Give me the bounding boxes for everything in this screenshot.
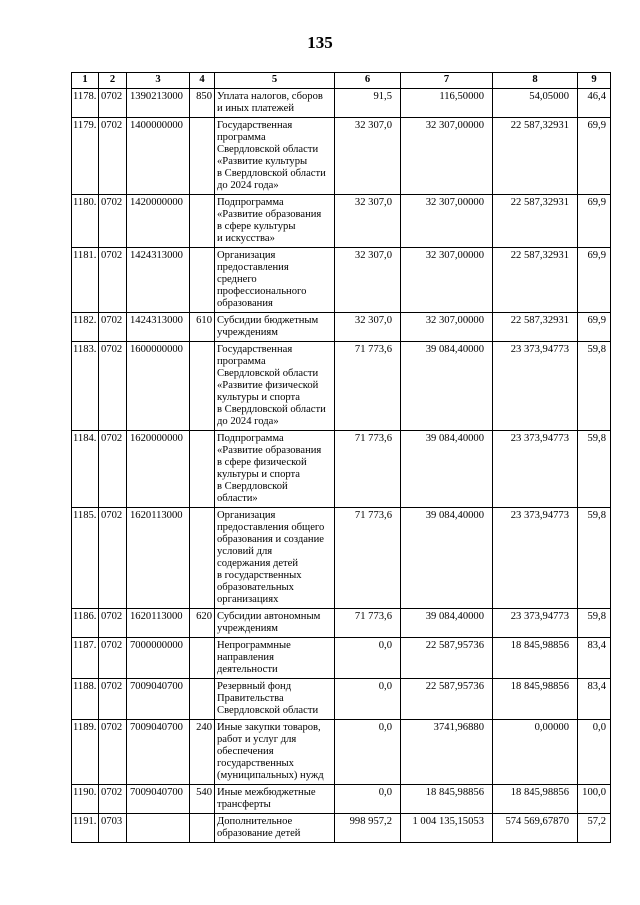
item-name (215, 313, 335, 342)
target-article-code: 7009040700 (127, 679, 190, 720)
item-name-text: Резервный фонд Правительства Свердловской области (217, 681, 319, 716)
item-name-text: Иные межбюджетные трансферты (217, 787, 316, 810)
section-code: 0702 (99, 609, 127, 638)
executed-amount: 22 587,32931 (493, 313, 578, 342)
target-article-code: 1620000000 (127, 431, 190, 508)
section-code: 0702 (99, 679, 127, 720)
item-name (215, 118, 335, 195)
expense-type-code: 850 (190, 89, 215, 118)
section-code: 0702 (99, 638, 127, 679)
item-name (215, 431, 335, 508)
column-header: 9 (578, 73, 611, 89)
table-row (72, 118, 611, 195)
section-code: 0703 (99, 814, 127, 843)
expense-type-code: 540 (190, 785, 215, 814)
item-name (215, 248, 335, 313)
budget-list-amount: 32 307,00000 (401, 118, 493, 195)
section-code: 0702 (99, 785, 127, 814)
section-code: 0702 (99, 720, 127, 785)
row-number: 1184. (72, 431, 99, 508)
execution-percent: 69,9 (578, 195, 611, 248)
execution-percent: 59,8 (578, 342, 611, 431)
section-code: 0702 (99, 342, 127, 431)
expense-type-code (190, 814, 215, 843)
column-header: 8 (493, 73, 578, 89)
budget-list-amount: 1 004 135,15053 (401, 814, 493, 843)
row-number: 1179. (72, 118, 99, 195)
column-header: 3 (127, 73, 190, 89)
execution-percent: 59,8 (578, 508, 611, 609)
row-number: 1178. (72, 89, 99, 118)
item-name (215, 89, 335, 118)
table-row (72, 609, 611, 638)
execution-percent: 59,8 (578, 609, 611, 638)
executed-amount: 574 569,67870 (493, 814, 578, 843)
item-name (215, 785, 335, 814)
budget-list-amount: 32 307,00000 (401, 248, 493, 313)
item-name-text: Государственная программа Свердловской области «Развитие физической культуры и спорта в Свердловской области до 2024 года» (217, 344, 326, 427)
executed-amount: 23 373,94773 (493, 609, 578, 638)
executed-amount: 54,05000 (493, 89, 578, 118)
budget-list-amount: 3741,96880 (401, 720, 493, 785)
approved-amount: 32 307,0 (335, 313, 401, 342)
approved-amount: 71 773,6 (335, 431, 401, 508)
executed-amount: 22 587,32931 (493, 118, 578, 195)
expense-type-code (190, 638, 215, 679)
item-name-text: Государственная программа Свердловской области «Развитие культуры в Свердловской области до 2024 года» (217, 120, 326, 191)
execution-percent: 100,0 (578, 785, 611, 814)
table-row (72, 679, 611, 720)
section-code: 0702 (99, 89, 127, 118)
target-article-code: 1400000000 (127, 118, 190, 195)
item-name-text: Подпрограмма «Развитие образования в сфере физической культуры и спорта в Свердловской области» (217, 433, 322, 504)
execution-percent: 69,9 (578, 248, 611, 313)
executed-amount: 18 845,98856 (493, 679, 578, 720)
section-code: 0702 (99, 431, 127, 508)
table-row (72, 814, 611, 843)
approved-amount: 0,0 (335, 720, 401, 785)
approved-amount: 32 307,0 (335, 195, 401, 248)
item-name-text: Организация предоставления общего образования и создание условий для содержания детей в государственных образовательных организациях (217, 510, 325, 605)
approved-amount: 32 307,0 (335, 248, 401, 313)
budget-list-amount: 32 307,00000 (401, 313, 493, 342)
section-code: 0702 (99, 313, 127, 342)
expense-type-code (190, 342, 215, 431)
execution-percent: 83,4 (578, 638, 611, 679)
table-row (72, 195, 611, 248)
executed-amount: 18 845,98856 (493, 638, 578, 679)
item-name-text: Субсидии автономным учреждениям (217, 611, 321, 634)
item-name-text: Дополнительное образование детей (217, 816, 301, 839)
budget-list-amount: 39 084,40000 (401, 609, 493, 638)
page-number: 135 (307, 33, 333, 52)
row-number: 1182. (72, 313, 99, 342)
header-row (72, 73, 611, 89)
table-row (72, 342, 611, 431)
column-header: 5 (215, 73, 335, 89)
approved-amount: 91,5 (335, 89, 401, 118)
approved-amount: 0,0 (335, 785, 401, 814)
expense-type-code (190, 118, 215, 195)
expense-type-code: 240 (190, 720, 215, 785)
row-number: 1186. (72, 609, 99, 638)
column-header: 4 (190, 73, 215, 89)
expense-type-code (190, 195, 215, 248)
row-number: 1185. (72, 508, 99, 609)
section-code: 0702 (99, 508, 127, 609)
target-article-code: 1390213000 (127, 89, 190, 118)
item-name-text: Уплата налогов, сборов и иных платежей (217, 91, 323, 114)
row-number: 1180. (72, 195, 99, 248)
row-number: 1181. (72, 248, 99, 313)
target-article-code: 1424313000 (127, 248, 190, 313)
execution-percent: 83,4 (578, 679, 611, 720)
item-name (215, 638, 335, 679)
row-number: 1183. (72, 342, 99, 431)
section-code: 0702 (99, 118, 127, 195)
row-number: 1188. (72, 679, 99, 720)
section-code: 0702 (99, 195, 127, 248)
column-header: 2 (99, 73, 127, 89)
item-name (215, 814, 335, 843)
item-name (215, 609, 335, 638)
budget-list-amount: 22 587,95736 (401, 679, 493, 720)
table-row (72, 508, 611, 609)
target-article-code: 7009040700 (127, 720, 190, 785)
approved-amount: 71 773,6 (335, 342, 401, 431)
row-number: 1191. (72, 814, 99, 843)
table-row (72, 785, 611, 814)
row-number: 1189. (72, 720, 99, 785)
item-name-text: Иные закупки товаров, работ и услуг для обеспечения государственных (муниципальных) нужд (217, 722, 324, 781)
table-row (72, 313, 611, 342)
item-name-text: Субсидии бюджетным учреждениям (217, 315, 319, 338)
item-name-text: Организация предоставления среднего профессионального образования (217, 250, 307, 309)
execution-percent: 69,9 (578, 118, 611, 195)
item-name-text: Непрограммные направления деятельности (217, 640, 291, 675)
row-number: 1187. (72, 638, 99, 679)
target-article-code: 7009040700 (127, 785, 190, 814)
budget-list-amount: 18 845,98856 (401, 785, 493, 814)
expense-type-code (190, 679, 215, 720)
target-article-code: 7000000000 (127, 638, 190, 679)
executed-amount: 22 587,32931 (493, 248, 578, 313)
table-row (72, 89, 611, 118)
executed-amount: 18 845,98856 (493, 785, 578, 814)
item-name (215, 195, 335, 248)
table-row (72, 248, 611, 313)
executed-amount: 23 373,94773 (493, 342, 578, 431)
expense-type-code (190, 248, 215, 313)
table-row (72, 431, 611, 508)
execution-percent: 46,4 (578, 89, 611, 118)
target-article-code: 1420000000 (127, 195, 190, 248)
expense-type-code (190, 508, 215, 609)
approved-amount: 32 307,0 (335, 118, 401, 195)
item-name (215, 720, 335, 785)
budget-list-amount: 22 587,95736 (401, 638, 493, 679)
executed-amount: 22 587,32931 (493, 195, 578, 248)
budget-list-amount: 32 307,00000 (401, 195, 493, 248)
column-header: 7 (401, 73, 493, 89)
target-article-code: 1620113000 (127, 508, 190, 609)
target-article-code: 1620113000 (127, 609, 190, 638)
section-code: 0702 (99, 248, 127, 313)
approved-amount: 71 773,6 (335, 508, 401, 609)
executed-amount: 23 373,94773 (493, 431, 578, 508)
target-article-code: 1600000000 (127, 342, 190, 431)
table-row (72, 638, 611, 679)
item-name (215, 679, 335, 720)
item-name-text: Подпрограмма «Развитие образования в сфере культуры и искусства» (217, 197, 322, 244)
expense-type-code: 620 (190, 609, 215, 638)
approved-amount: 71 773,6 (335, 609, 401, 638)
budget-list-amount: 116,50000 (401, 89, 493, 118)
execution-percent: 57,2 (578, 814, 611, 843)
budget-list-amount: 39 084,40000 (401, 342, 493, 431)
table-row (72, 720, 611, 785)
budget-list-amount: 39 084,40000 (401, 508, 493, 609)
executed-amount: 0,00000 (493, 720, 578, 785)
target-article-code (127, 814, 190, 843)
execution-percent: 59,8 (578, 431, 611, 508)
expense-type-code (190, 431, 215, 508)
approved-amount: 998 957,2 (335, 814, 401, 843)
item-name (215, 508, 335, 609)
budget-list-amount: 39 084,40000 (401, 431, 493, 508)
approved-amount: 0,0 (335, 638, 401, 679)
column-header: 6 (335, 73, 401, 89)
item-name (215, 342, 335, 431)
executed-amount: 23 373,94773 (493, 508, 578, 609)
column-header: 1 (72, 73, 99, 89)
target-article-code: 1424313000 (127, 313, 190, 342)
expense-type-code: 610 (190, 313, 215, 342)
execution-percent: 0,0 (578, 720, 611, 785)
row-number: 1190. (72, 785, 99, 814)
budget-table (71, 72, 611, 843)
execution-percent: 69,9 (578, 313, 611, 342)
approved-amount: 0,0 (335, 679, 401, 720)
